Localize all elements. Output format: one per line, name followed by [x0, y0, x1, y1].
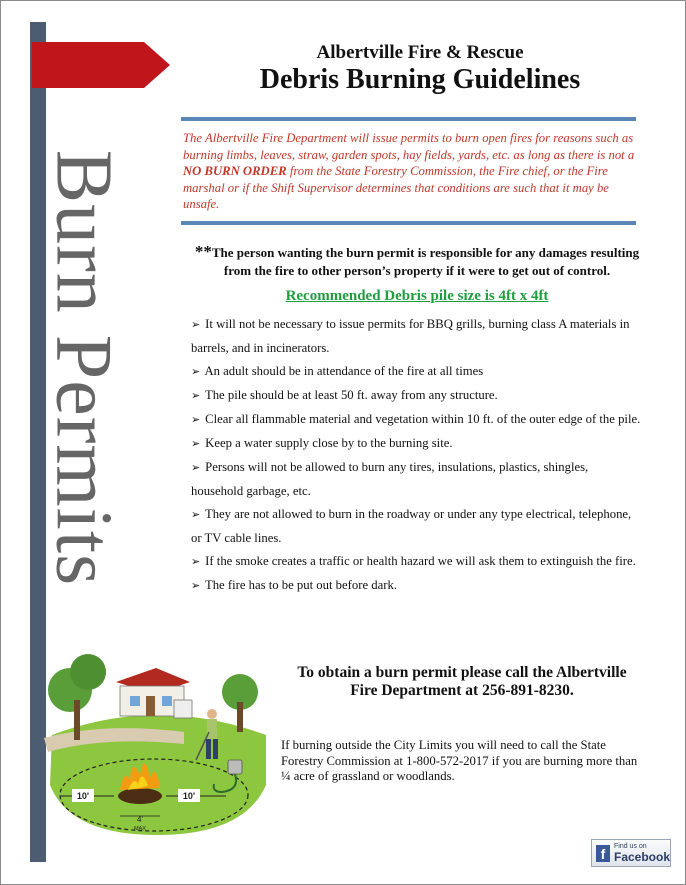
- guideline-text: The fire has to be put out before dark.: [204, 578, 397, 592]
- arrow-bullet-icon: ➢: [191, 319, 201, 331]
- guideline-item: [191, 360, 643, 384]
- notice-text: The person wanting the burn permit is responsible for any damages resulting from the fire to other person’s property if it were to get out of control.: [211, 245, 640, 278]
- guideline-item: [191, 384, 643, 408]
- sidebar-title-wrap: [28, 148, 138, 588]
- arrow-bullet-icon: ➢: [191, 390, 201, 402]
- arrow-bullet-icon: ➢: [191, 414, 201, 426]
- facebook-icon: f: [596, 845, 610, 862]
- bottom-divider: [181, 221, 636, 225]
- guideline-item: [191, 313, 643, 360]
- guideline-text: Clear all flammable material and vegetation within 10 ft. of the outer edge of the pile.: [205, 412, 641, 426]
- burn-site-illustration: [44, 640, 270, 840]
- guideline-text: They are not allowed to burn in the roadway or under any type electrical, telephone, or TV cable lines.: [191, 507, 632, 545]
- arrow-bullet-icon: ➢: [191, 580, 201, 592]
- organization-name: Albertville Fire & Rescue: [316, 42, 524, 63]
- recommended-pile-size: Recommended Debris pile size is 4ft x 4ft: [285, 288, 549, 304]
- arrow-bullet-icon: ➢: [191, 556, 201, 568]
- facebook-button[interactable]: [591, 839, 671, 867]
- pile-size-note: MAX: [134, 826, 146, 832]
- left-clearance-label: 10': [76, 791, 90, 801]
- right-clearance-label: 10': [182, 791, 196, 801]
- guideline-item: [191, 503, 643, 550]
- facebook-text: [614, 842, 670, 864]
- guideline-text: It will not be necessary to issue permits for BBQ grills, burning class A materials in barrels, and in incinerators.: [191, 317, 630, 355]
- facebook-small-label: Find us on: [613, 843, 647, 850]
- guideline-item: [191, 432, 643, 456]
- guideline-item: [191, 408, 643, 432]
- top-divider: [181, 117, 636, 121]
- intro-paragraph: The Albertville Fire Department will issue permits to burn open fires for reasons such as burning limbs, leaves, straw, garden spots, hay fields, yards, etc. as long as there is not a NO BURN ORDER from the State Forestry Commission, the Fire chief, or the Fire marshal or if the Shift Supervisor determines that conditions are such that it may be unsafe.: [183, 131, 635, 211]
- arrow-bullet-icon: ➢: [191, 462, 201, 474]
- arrow-bullet-icon: ➢: [191, 366, 201, 378]
- guideline-text: If the smoke creates a traffic or health hazard we will ask them to extinguish the fire.: [205, 554, 636, 568]
- guidelines-list: [191, 313, 643, 598]
- guideline-item: [191, 574, 643, 598]
- guideline-text: An adult should be in attendance of the fire at all times: [204, 364, 484, 378]
- red-ribbon: [32, 42, 172, 88]
- sidebar-title: Burn Permits: [39, 149, 128, 587]
- guideline-text: Persons will not be allowed to burn any tires, insulations, plastics, shingles, household garbage, etc.: [191, 460, 589, 498]
- arrow-bullet-icon: ➢: [191, 509, 201, 521]
- pile-size-label: 4': [137, 815, 143, 824]
- guideline-item: [191, 456, 643, 503]
- guideline-text: Keep a water supply close by to the burning site.: [205, 436, 453, 450]
- arrow-bullet-icon: ➢: [191, 438, 201, 450]
- facebook-big-label: Facebook: [613, 850, 670, 864]
- outside-city-limits-note: If burning outside the City Limits you will need to call the State Forestry Commission at 1-800-572-2017 if you are burning more than ¼ acre of grassland or woodlands.: [281, 738, 638, 783]
- responsibility-notice: [182, 243, 652, 280]
- notice-prefix: **: [194, 242, 212, 261]
- page-title: Debris Burning Guidelines: [259, 64, 581, 95]
- permit-call-callout: To obtain a burn permit please call the Albertville Fire Department at 256-891-8230.: [297, 664, 627, 699]
- no-burn-order-emphasis: NO BURN ORDER: [183, 164, 287, 178]
- guideline-item: [191, 550, 643, 574]
- guideline-text: The pile should be at least 50 ft. away from any structure.: [204, 388, 498, 402]
